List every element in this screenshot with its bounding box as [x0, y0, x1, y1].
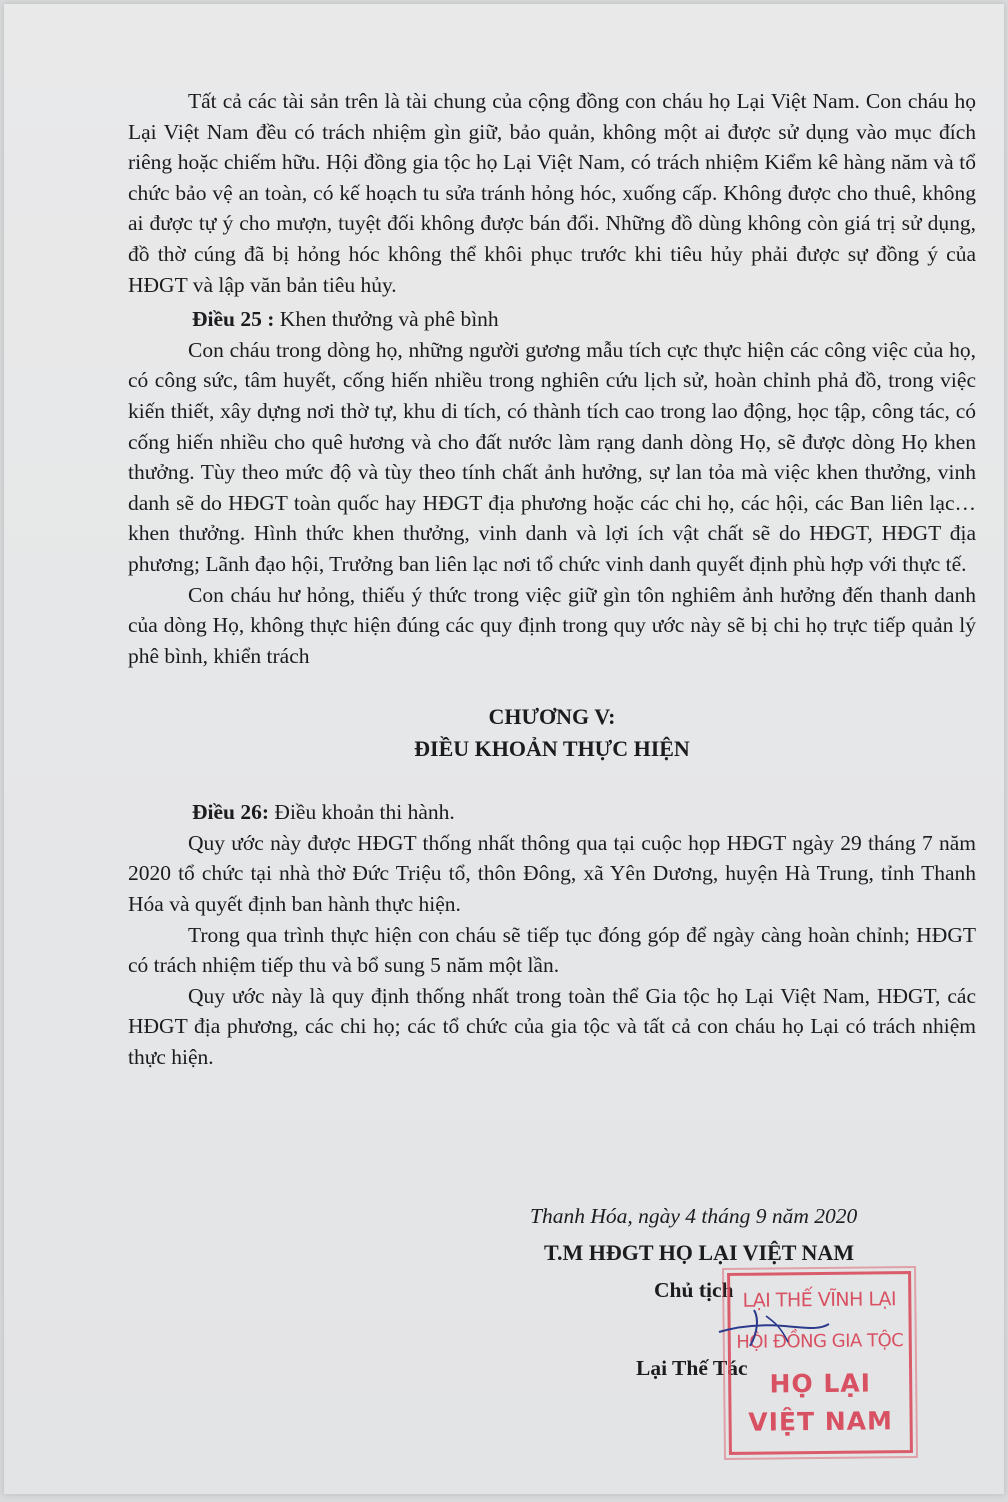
article-26-label: Điều 26:: [192, 800, 270, 825]
signature-title: Chủ tịch: [654, 1278, 734, 1302]
paragraph-assets: Tất cả các tài sản trên là tài chung của cộng đồng con cháu họ Lại Việt Nam. Con cháu họ Lại Việt Nam đều có trách nhiệm gìn giữ, bảo quản, không một ai được sử dụng vào mục đích riêng hoặc chiếm hữu. Hội đồng gia tộc họ Lại Việt Nam, có trách nhiệm Kiểm kê hàng năm và tổ chức bảo vệ an toàn, có kế hoạch tu sửa tránh hỏng hóc, xuống cấp. Không được cho thuê, không ai được tự ý cho mượn, tuyệt đối không được bán đổi. Những đồ dùng không còn giá trị sử dụng, đồ thờ cúng đã bị hỏng hóc không thể khôi phục trước khi tiêu hủy phải được sự đồng ý của HĐGT và lập văn bản tiêu hủy.: [128, 89, 976, 297]
paragraph-criticism: Con cháu hư hỏng, thiếu ý thức trong việc giữ gìn tôn nghiêm ảnh hưởng đến thanh danh của dòng Họ, không thực hiện đúng các quy định trong quy ước này sẽ bị chi họ trực tiếp quản lý phê bình, khiển trách: [128, 582, 976, 668]
signature-organization: T.M HĐGT HỌ LẠI VIỆT NAM: [544, 1240, 855, 1265]
chapter-number: CHƯƠNG V:: [488, 704, 616, 730]
paragraph-adoption: Quy ước này được HĐGT thống nhất thông qua tại cuộc họp HĐGT ngày 29 tháng 7 năm 2020 tổ chức tại nhà thờ Đức Triệu tổ, thôn Đông, xã Yên Dương, huyện Hà Trung, tỉnh Thanh Hóa và quyết định ban hành thực hiện.: [128, 830, 976, 917]
article-26-heading: [128, 797, 976, 828]
article-25-label: Điều 25 :: [192, 307, 275, 332]
paragraph-reward: Con cháu trong dòng họ, những người gương mẫu tích cực thực hiện các công việc của họ, có công sức, tâm huyết, cống hiến nhiều trong nghiên cứu lịch sử, hoàn chỉnh phả đồ, trong việc kiến thiết, xây dựng nơi thờ tự, khu di tích, có thành tích cao trong lao động, học tập, công tác, có cống hiến nhiều cho quê hương và cho đất nước làm rạng danh dòng Họ, sẽ được dòng Họ khen thưởng. Tùy theo mức độ và tùy theo tính chất ảnh hưởng, sự lan tỏa mà việc khen thưởng, vinh danh sẽ do HĐGT toàn quốc hay HĐGT địa phương hoặc các chi họ, các hội, các Ban liên lạc… khen thưởng. Hình thức khen thưởng, vinh danh và lợi ích vật chất sẽ do HĐGT, HĐGT địa phương; Lãnh đạo hội, Trưởng ban liên lạc nơi tổ chức vinh danh quyết định phù hợp với thực tế.: [128, 337, 976, 576]
article-26-title: Điều khoản thi hành.: [269, 800, 455, 825]
document-page: [4, 4, 1004, 1494]
article-25-title: Khen thưởng và phê bình: [274, 307, 499, 332]
document-body: [128, 86, 976, 1073]
chapter-title: ĐIỀU KHOẢN THỰC HIỆN: [414, 736, 690, 762]
paragraph-amendment: Trong qua trình thực hiện con cháu sẽ tiếp tục đóng góp để ngày càng hoàn chỉnh; HĐGT có trách nhiệm tiếp thu và bổ sung 5 năm một lần.: [128, 922, 976, 978]
signature-date: Thanh Hóa, ngày 4 tháng 9 năm 2020: [530, 1204, 858, 1228]
stamp-line-1: LẠI THẾ VĨNH LẠI: [742, 1288, 897, 1312]
signatory-name: Lại Thế Tác: [636, 1356, 748, 1380]
paragraph-scope: Quy ước này là quy định thống nhất trong toàn thể Gia tộc họ Lại Việt Nam, HĐGT, các HĐGT địa phương, các chi họ; các tổ chức của gia tộc và tất cả con cháu họ Lại có trách nhiệm thực hiện.: [128, 983, 976, 1070]
article-25-heading: [128, 304, 976, 335]
handwritten-signature-icon: [714, 1296, 834, 1356]
stamp-line-2: HỘI ĐỒNG GIA TỘC: [736, 1330, 904, 1353]
stamp-line-3: HỌ LẠI: [769, 1368, 872, 1399]
stamp-line-4: VIỆT NAM: [748, 1406, 894, 1437]
